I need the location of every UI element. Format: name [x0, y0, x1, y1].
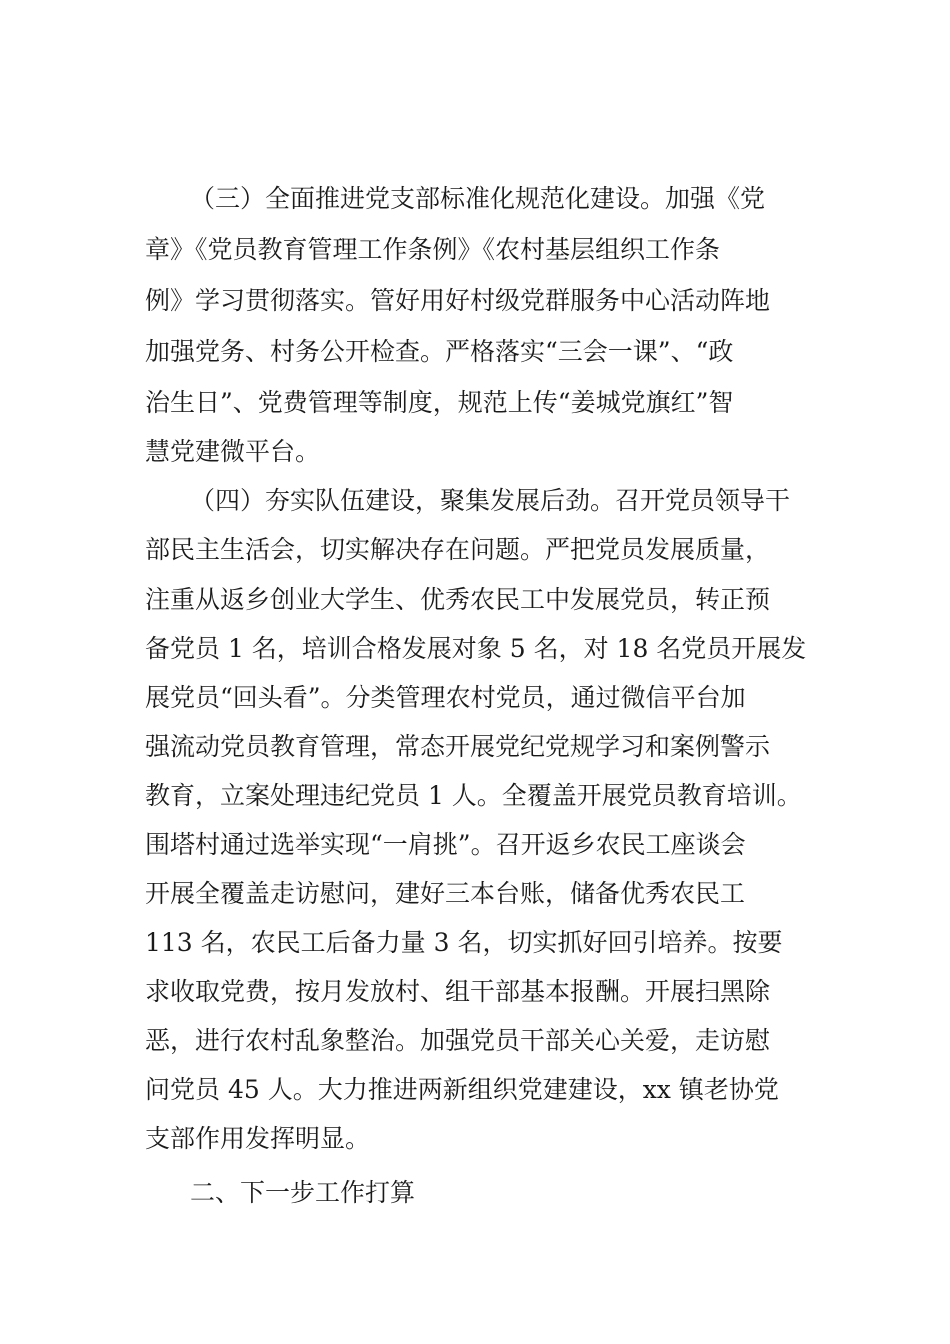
paragraph-4-line-12: 恶，进行农村乱象整治。加强党员干部关心关爱，走访慰: [145, 1026, 771, 1055]
paragraph-4-line-5: 展党员“回头看”。分类管理农村党员，通过微信平台加: [145, 683, 746, 712]
paragraph-3-line-6: 慧党建微平台。: [145, 437, 321, 466]
paragraph-4-line-13: 问党员 45 人。大力推进两新组织党建建设，xx 镇老协党: [145, 1075, 779, 1104]
paragraph-4-line-11: 求收取党费，按月发放村、组干部基本报酬。开展扫黑除: [145, 977, 771, 1006]
paragraph-3-line-3: 例》学习贯彻落实。管好用好村级党群服务中心活动阵地: [145, 286, 771, 315]
paragraph-4-line-2: 部民主生活会，切实解决存在问题。严把党员发展质量，: [145, 535, 771, 564]
paragraph-3-line-5: 治生日”、党费管理等制度，规范上传“姜城党旗红”智: [145, 388, 734, 417]
paragraph-3-line-1: （三）全面推进党支部标准化规范化建设。加强《党: [190, 184, 766, 213]
paragraph-3-line-4: 加强党务、村务公开检查。严格落实“三会一课”、“政: [145, 337, 734, 366]
paragraph-4-line-1: （四）夯实队伍建设，聚集发展后劲。召开党员领导干: [190, 486, 791, 515]
paragraph-4-line-9: 开展全覆盖走访慰问，建好三本台账，储备优秀农民工: [145, 879, 746, 908]
paragraph-4-line-14: 支部作用发挥明显。: [145, 1124, 371, 1153]
paragraph-4-line-10: 113 名，农民工后备力量 3 名，切实抓好回引培养。按要: [145, 928, 783, 957]
paragraph-4-line-4: 备党员 1 名，培训合格发展对象 5 名，对 18 名党员开展发: [145, 634, 807, 663]
paragraph-4-line-8: 围塔村通过选举实现“一肩挑”。召开返乡农民工座谈会: [145, 830, 746, 859]
paragraph-3-line-2: 章》《党员教育管理工作条例》《农村基层组织工作条: [145, 235, 721, 264]
paragraph-4-line-3: 注重从返乡创业大学生、优秀农民工中发展党员，转正预: [145, 585, 771, 614]
section-heading: 二、下一步工作打算: [190, 1178, 416, 1207]
paragraph-4-line-6: 强流动党员教育管理，常态开展党纪党规学习和案例警示: [145, 732, 771, 761]
paragraph-4-line-7: 教育，立案处理违纪党员 1 人。全覆盖开展党员教育培训。: [145, 781, 802, 810]
